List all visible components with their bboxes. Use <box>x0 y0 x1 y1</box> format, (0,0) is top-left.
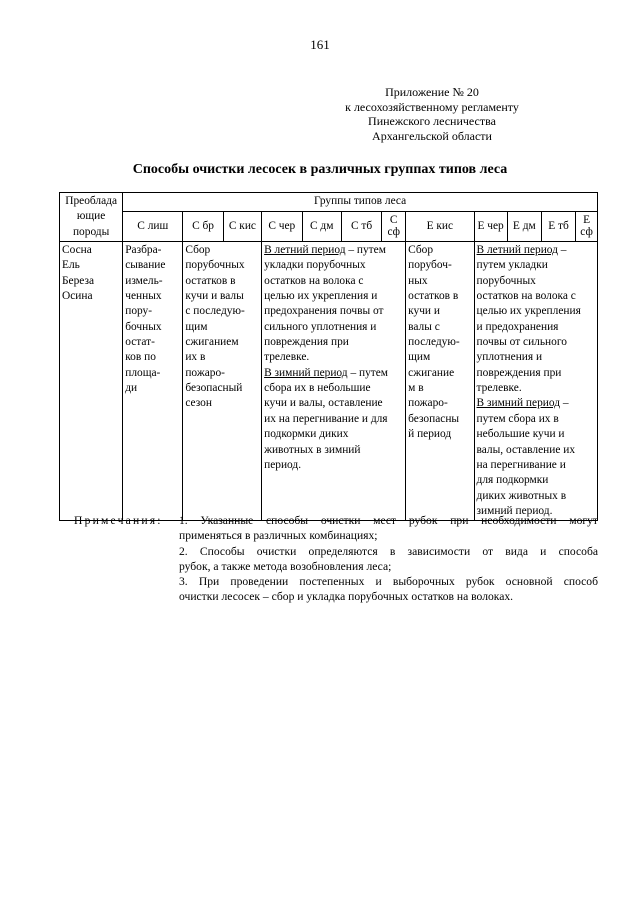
text-line: остатков в <box>185 274 236 287</box>
appendix-header <box>292 85 572 143</box>
text-line: Сбор <box>408 244 434 257</box>
text-line: кучи и валы, оставление <box>264 397 383 410</box>
text-line: сезон <box>185 397 212 410</box>
species: Береза <box>62 274 95 287</box>
text-line: трелевке. <box>476 382 522 395</box>
text-line: сжигание <box>408 366 455 379</box>
text-line: последую- <box>408 336 460 349</box>
text-line: валы с <box>408 320 440 333</box>
col-header: Е тб <box>541 211 575 241</box>
text-line: повреждения при <box>476 366 562 379</box>
cell-c-br-kis <box>183 242 262 521</box>
text-line: – путем <box>347 366 389 379</box>
text-line: ков по <box>125 351 156 364</box>
text-line: диких животных в <box>476 489 567 502</box>
text-line: уплотнения и <box>476 351 543 364</box>
note-line: 1. Указанные способы очистки мест рубок при необходимости могут <box>179 514 598 527</box>
text-line: безопасный <box>185 382 243 395</box>
text-line: щим <box>408 351 431 364</box>
cell-e-kis <box>406 242 474 521</box>
text-line: измель- <box>125 274 163 287</box>
notes-section <box>74 513 598 605</box>
col-header: С кис <box>223 211 261 241</box>
text-line: Сбор <box>185 244 211 257</box>
text-line: ди <box>125 382 138 395</box>
text-line: порубочных <box>185 259 245 272</box>
text-line: площа- <box>125 366 161 379</box>
col-header: С бр <box>183 211 223 241</box>
appendix-line: Приложение № 20 <box>385 85 479 99</box>
text-line: укладки порубочных <box>264 259 366 272</box>
text-line: подкормки диких <box>264 428 349 441</box>
text-line: м в <box>408 382 424 395</box>
text-line: – <box>557 244 567 257</box>
text-line: сжиганием <box>185 336 239 349</box>
text-line: безопасны <box>408 412 460 425</box>
cell-c-cher-sf <box>262 242 406 521</box>
document-title: Способы очистки лесосек в различных группах типов леса <box>132 162 508 177</box>
text-line: порубоч- <box>408 259 452 272</box>
col-header: С тб <box>341 211 381 241</box>
text-line: целью их укрепления и <box>264 290 378 303</box>
text-line: сывание <box>125 259 166 272</box>
col-header: С лиш <box>123 211 183 241</box>
cell-e-cher-sf <box>474 242 597 521</box>
note-item <box>179 574 598 605</box>
text-line: Разбра- <box>125 244 162 257</box>
species: Осина <box>62 290 93 303</box>
notes-label: Примечания: <box>74 514 163 527</box>
text-line: й период <box>408 428 452 441</box>
col-header: Е чер <box>474 211 507 241</box>
text-line: – <box>560 397 569 410</box>
text-line: путем сбора их в <box>476 412 559 425</box>
header-forest-groups: Группы типов леса <box>123 193 598 212</box>
col-header: Е дм <box>507 211 541 241</box>
text-line: их на перегнивание и для <box>264 412 388 425</box>
text-line: повреждения при <box>264 336 349 349</box>
text-line: предохранения почвы от <box>264 305 384 318</box>
winter-period-label: В зимний период <box>264 366 348 379</box>
winter-period-label: В зимний период <box>476 397 561 410</box>
species: Сосна <box>62 244 92 257</box>
col-header: Е сф <box>576 211 598 241</box>
note-item <box>179 513 598 544</box>
text-line: – путем <box>345 244 386 257</box>
note-item <box>179 544 598 575</box>
text-line: остатков в <box>408 290 459 303</box>
text-line: пожаро- <box>185 366 225 379</box>
species-cell <box>60 242 123 521</box>
text-line: их в <box>185 351 206 364</box>
text-line: и предохранения <box>476 320 559 333</box>
appendix-line: Архангельской области <box>372 128 492 143</box>
note-line: применяться в различных комбинациях; <box>179 529 378 543</box>
col-header: С дм <box>302 211 341 241</box>
appendix-line: к лесохозяйственному регламенту <box>345 99 519 114</box>
text-line: бочных <box>125 320 162 333</box>
summer-period-label: В летний период <box>264 244 346 257</box>
text-line: валы, оставление их <box>476 443 576 456</box>
text-line: порубочных <box>476 274 536 287</box>
text-line: кучи и <box>408 305 440 318</box>
text-line: с последую- <box>185 305 245 318</box>
species: Ель <box>62 259 80 272</box>
text-line: животных в зимний <box>264 443 361 456</box>
text-line: сбора их в небольшие <box>264 382 371 395</box>
col-header: Е кис <box>406 211 474 241</box>
text-line: щим <box>185 320 208 333</box>
text-line: почвы от сильного <box>476 336 567 349</box>
text-line: остатков на волока с <box>476 290 576 303</box>
col-header: С чер <box>262 211 302 241</box>
note-line: 3. При проведении постепенных и выборочных рубок основной способ <box>179 575 598 589</box>
text-line: пору- <box>125 305 153 318</box>
text-line: сильного уплотнения и <box>264 320 377 333</box>
text-line: ченных <box>125 290 162 303</box>
col-header: С сф <box>382 211 406 241</box>
text-line: пожаро- <box>408 397 448 410</box>
text-line: кучи и валы <box>185 290 244 303</box>
clearing-methods-table <box>59 192 598 521</box>
appendix-line: Пинежского лесничества <box>368 114 496 128</box>
text-line: для подкормки <box>476 474 549 487</box>
text-line: небольшие кучи и <box>476 428 565 441</box>
note-line: очистки лесосек – сбор и укладка порубочных остатков на волоках. <box>179 590 514 604</box>
text-line: целью их укрепления <box>476 305 581 318</box>
text-line: трелевке. <box>264 351 310 364</box>
text-line: на перегнивание и <box>476 458 566 471</box>
text-line: ных <box>408 274 428 287</box>
text-line: зимний период. <box>476 504 553 517</box>
cell-c-lish <box>123 242 183 521</box>
text-line: путем укладки <box>476 259 548 272</box>
note-line: рубок, а также метода возобновления леса; <box>179 559 392 573</box>
text-line: период. <box>264 458 302 471</box>
summer-period-label: В летний период <box>476 244 558 257</box>
note-line: 2. Способы очистки определяются в зависимости от вида и способа <box>179 544 598 558</box>
page-number: 161 <box>310 37 330 52</box>
text-line: остат- <box>125 336 155 349</box>
header-species: Преобладающие породы <box>60 193 123 242</box>
text-line: остатков на волока с <box>264 274 364 287</box>
